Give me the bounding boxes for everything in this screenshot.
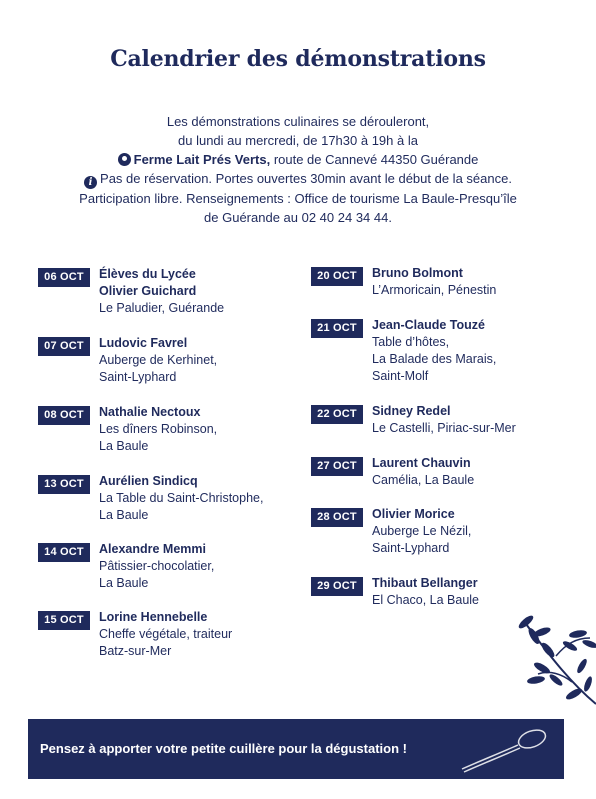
date-badge: 07 OCT — [38, 337, 90, 356]
event-line: Saint-Lyphard — [99, 370, 177, 384]
event-details — [372, 403, 516, 437]
event-line: Les dîners Robinson, — [99, 422, 218, 436]
date-badge: 13 OCT — [38, 475, 90, 494]
intro-text — [0, 112, 596, 227]
event-line: Cheffe végétale, traiteur — [99, 627, 233, 641]
info-icon: i — [84, 176, 97, 189]
date-badge: 06 OCT — [38, 268, 90, 287]
olive-branch-icon — [512, 604, 596, 714]
info-line-1: Participation libre. Renseignements : Office de tourisme La Baule-Presqu’île — [79, 191, 517, 206]
event-line: Olivier Guichard — [99, 284, 197, 298]
event-line: Auberge Le Nézil, — [372, 524, 472, 538]
event-line: El Chaco, La Baule — [372, 593, 480, 607]
info-line-2: de Guérande au 02 40 24 34 44. — [204, 210, 392, 225]
event-name: Thibaut Bellanger — [372, 576, 478, 590]
event-name: Lorine Hennebelle — [99, 610, 208, 624]
event-name: Laurent Chauvin — [372, 456, 471, 470]
date-badge: 15 OCT — [38, 611, 90, 630]
event-name: Bruno Bolmont — [372, 266, 463, 280]
venue-name: Ferme Lait Prés Verts, — [133, 152, 271, 167]
event-line: Batz-sur-Mer — [99, 644, 172, 658]
map-pin-icon — [118, 153, 131, 166]
event-line: L’Armoricain, Pénestin — [372, 283, 497, 297]
event-line: Le Paludier, Guérande — [99, 301, 225, 315]
event-line: Le Castelli, Piriac-sur-Mer — [372, 421, 516, 435]
date-badge: 08 OCT — [38, 406, 90, 425]
event-details — [99, 541, 214, 592]
event-details — [372, 506, 471, 557]
event-line: La Baule — [99, 439, 149, 453]
event-line: Saint-Lyphard — [372, 541, 450, 555]
event-line: Pâtissier-chocolatier, — [99, 559, 215, 573]
banner-text: Pensez à apporter votre petite cuillère pour la dégustation ! — [40, 741, 407, 756]
date-badge: 14 OCT — [38, 543, 90, 562]
event-name: Sidney Redel — [372, 404, 451, 418]
footer-banner — [28, 719, 564, 779]
date-badge: 29 OCT — [311, 577, 363, 596]
date-badge: 21 OCT — [311, 319, 363, 338]
intro-line-1: Les démonstrations culinaires se dérouleront, — [166, 114, 430, 129]
date-badge: 20 OCT — [311, 267, 363, 286]
event-details — [99, 404, 217, 455]
intro-line-2: du lundi au mercredi, de 17h30 à 19h à la — [178, 133, 418, 148]
event-details — [99, 266, 224, 317]
venue-address: route de Cannevé 44350 Guérande — [270, 152, 479, 167]
venue-line — [0, 150, 596, 169]
page-title: Calendrier des démonstrations — [110, 46, 486, 72]
date-badge: 28 OCT — [311, 508, 363, 527]
event-details — [372, 317, 496, 385]
event-name: Ludovic Favrel — [99, 336, 188, 350]
event-name: Olivier Morice — [372, 507, 455, 521]
reservation-line — [0, 169, 596, 189]
event-line: Auberge de Kerhinet, — [99, 353, 218, 367]
event-line: Camélia, La Baule — [372, 473, 475, 487]
event-details — [372, 455, 474, 489]
spoon-icon — [460, 725, 550, 773]
date-badge: 27 OCT — [311, 457, 363, 476]
event-details — [99, 335, 217, 386]
event-name: Alexandre Memmi — [99, 542, 206, 556]
event-name: Jean-Claude Touzé — [372, 318, 485, 332]
event-line: La Balade des Marais, — [372, 352, 497, 366]
event-line: La Baule — [99, 508, 149, 522]
event-details — [372, 575, 479, 609]
event-line: La Table du Saint-Christophe, — [99, 491, 264, 505]
reservation-text: Pas de réservation. Portes ouvertes 30min avant le début de la séance. — [100, 171, 512, 186]
event-line: La Baule — [99, 576, 149, 590]
event-details — [372, 265, 496, 299]
date-badge: 22 OCT — [311, 405, 363, 424]
event-name: Aurélien Sindicq — [99, 474, 198, 488]
event-name: Élèves du Lycée — [99, 267, 196, 281]
event-line: Table d’hôtes, — [372, 335, 450, 349]
event-line: Saint-Molf — [372, 369, 429, 383]
event-details — [99, 473, 263, 524]
event-name: Nathalie Nectoux — [99, 405, 201, 419]
event-details — [99, 609, 232, 660]
